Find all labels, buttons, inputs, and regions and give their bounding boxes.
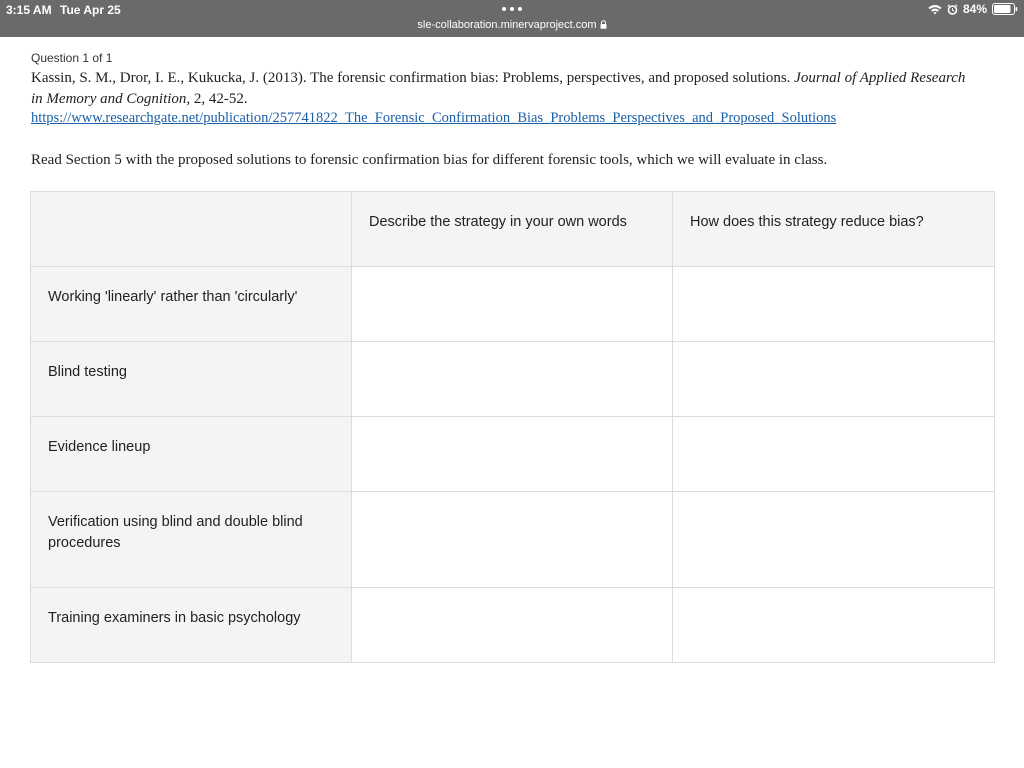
status-indicators: [928, 2, 1018, 16]
strategy-table: [30, 191, 995, 663]
citation-journal: Journal of Applied Research in Memory and Cognition,: [31, 70, 966, 107]
browser-chrome: [0, 0, 1024, 37]
table-row: [31, 417, 995, 492]
citation-main: Kassin, S. M., Dror, I. E., Kukucka, J. (2013). The forensic confirmation bias: Problems, perspectives, and proposed solutions.: [31, 70, 791, 86]
row-label: Working 'linearly' rather than 'circularly': [31, 267, 352, 342]
alarm-icon: [947, 4, 958, 15]
lock-icon: [600, 20, 607, 29]
describe-cell[interactable]: [352, 417, 673, 492]
address-bar[interactable]: [0, 19, 1024, 31]
row-label: Evidence lineup: [31, 417, 352, 492]
describe-cell[interactable]: [352, 492, 673, 588]
battery-percent: 84%: [962, 2, 987, 16]
battery-icon: [992, 3, 1018, 15]
row-label: Verification using blind and double blind procedures: [31, 492, 352, 588]
instructions: Read Section 5 with the proposed solutions to forensic confirmation bias for different forensic tools, which we will evaluate in class.: [31, 152, 828, 168]
table-row: [31, 342, 995, 417]
reduce-bias-cell[interactable]: [673, 342, 995, 417]
table-row: [31, 492, 995, 588]
wifi-icon: [928, 4, 942, 15]
header-describe: Describe the strategy in your own words: [352, 192, 673, 267]
question-counter: Question 1 of 1: [31, 51, 113, 65]
describe-cell[interactable]: [352, 588, 673, 663]
table-header-row: [31, 192, 995, 267]
table-row: [31, 267, 995, 342]
reduce-bias-cell[interactable]: [673, 267, 995, 342]
describe-cell[interactable]: [352, 267, 673, 342]
table-row: [31, 588, 995, 663]
reduce-bias-cell[interactable]: [673, 417, 995, 492]
reduce-bias-cell[interactable]: [673, 588, 995, 663]
row-label: Training examiners in basic psychology: [31, 588, 352, 663]
header-reduce-bias: How does this strategy reduce bias?: [673, 192, 995, 267]
citation: [31, 68, 971, 110]
row-label: Blind testing: [31, 342, 352, 417]
reduce-bias-cell[interactable]: [673, 492, 995, 588]
status-date: Tue Apr 25: [60, 3, 121, 17]
header-strategy: [31, 192, 352, 267]
url-text: sle-collaboration.minervaproject.com: [417, 19, 597, 31]
more-dots-icon[interactable]: [500, 6, 524, 12]
status-time: 3:15 AM: [6, 3, 52, 17]
citation-tail: 2, 42-52.: [193, 91, 248, 107]
article-link[interactable]: https://www.researchgate.net/publication/257741822_The_Forensic_Confirmation_Bias_Problems_Perspectives_and_Proposed_Solutions: [31, 110, 837, 126]
describe-cell[interactable]: [352, 342, 673, 417]
